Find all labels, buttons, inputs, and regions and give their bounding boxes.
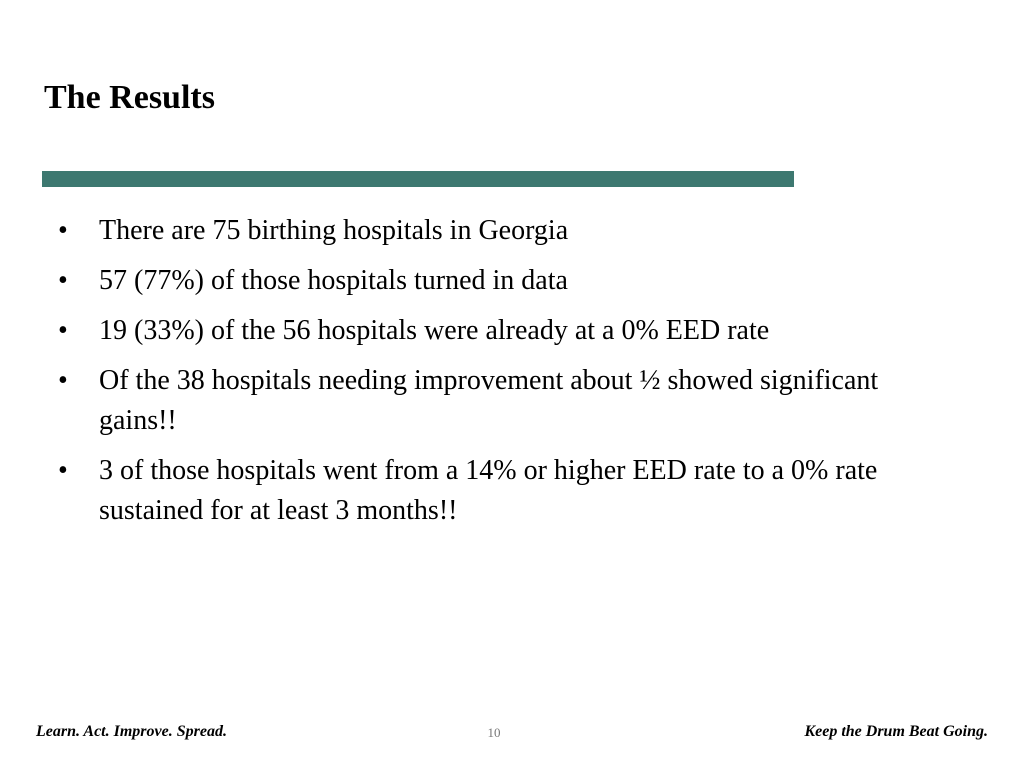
footer-tagline-right: Keep the Drum Beat Going. bbox=[804, 723, 988, 740]
bullet-text: There are 75 birthing hospitals in Georgia bbox=[99, 215, 569, 246]
bullet-item bbox=[56, 211, 956, 251]
bullet-marker: • bbox=[58, 215, 68, 246]
bullet-text: 57 (77%) of those hospitals turned in data bbox=[99, 265, 568, 296]
bullet-marker: • bbox=[58, 365, 68, 396]
bullet-item bbox=[56, 261, 956, 301]
slide-title: The Results bbox=[44, 79, 215, 116]
bullet-marker: • bbox=[58, 455, 68, 486]
bullet-marker: • bbox=[58, 265, 68, 296]
bullet-item bbox=[56, 451, 956, 531]
footer-tagline-left: Learn. Act. Improve. Spread. bbox=[36, 723, 227, 740]
bullet-list bbox=[56, 211, 956, 541]
page-number: 10 bbox=[487, 725, 501, 740]
bullet-item bbox=[56, 311, 956, 351]
bullet-item bbox=[56, 361, 956, 441]
bullet-text: 19 (33%) of the 56 hospitals were already at a 0% EED rate bbox=[99, 315, 770, 346]
title-divider bbox=[42, 171, 794, 187]
bullet-text: Of the 38 hospitals needing improvement about ½ showed significant gains!! bbox=[99, 365, 879, 436]
bullet-marker: • bbox=[58, 315, 68, 346]
bullet-text: 3 of those hospitals went from a 14% or higher EED rate to a 0% rate sustained for at least 3 months!! bbox=[99, 455, 878, 526]
